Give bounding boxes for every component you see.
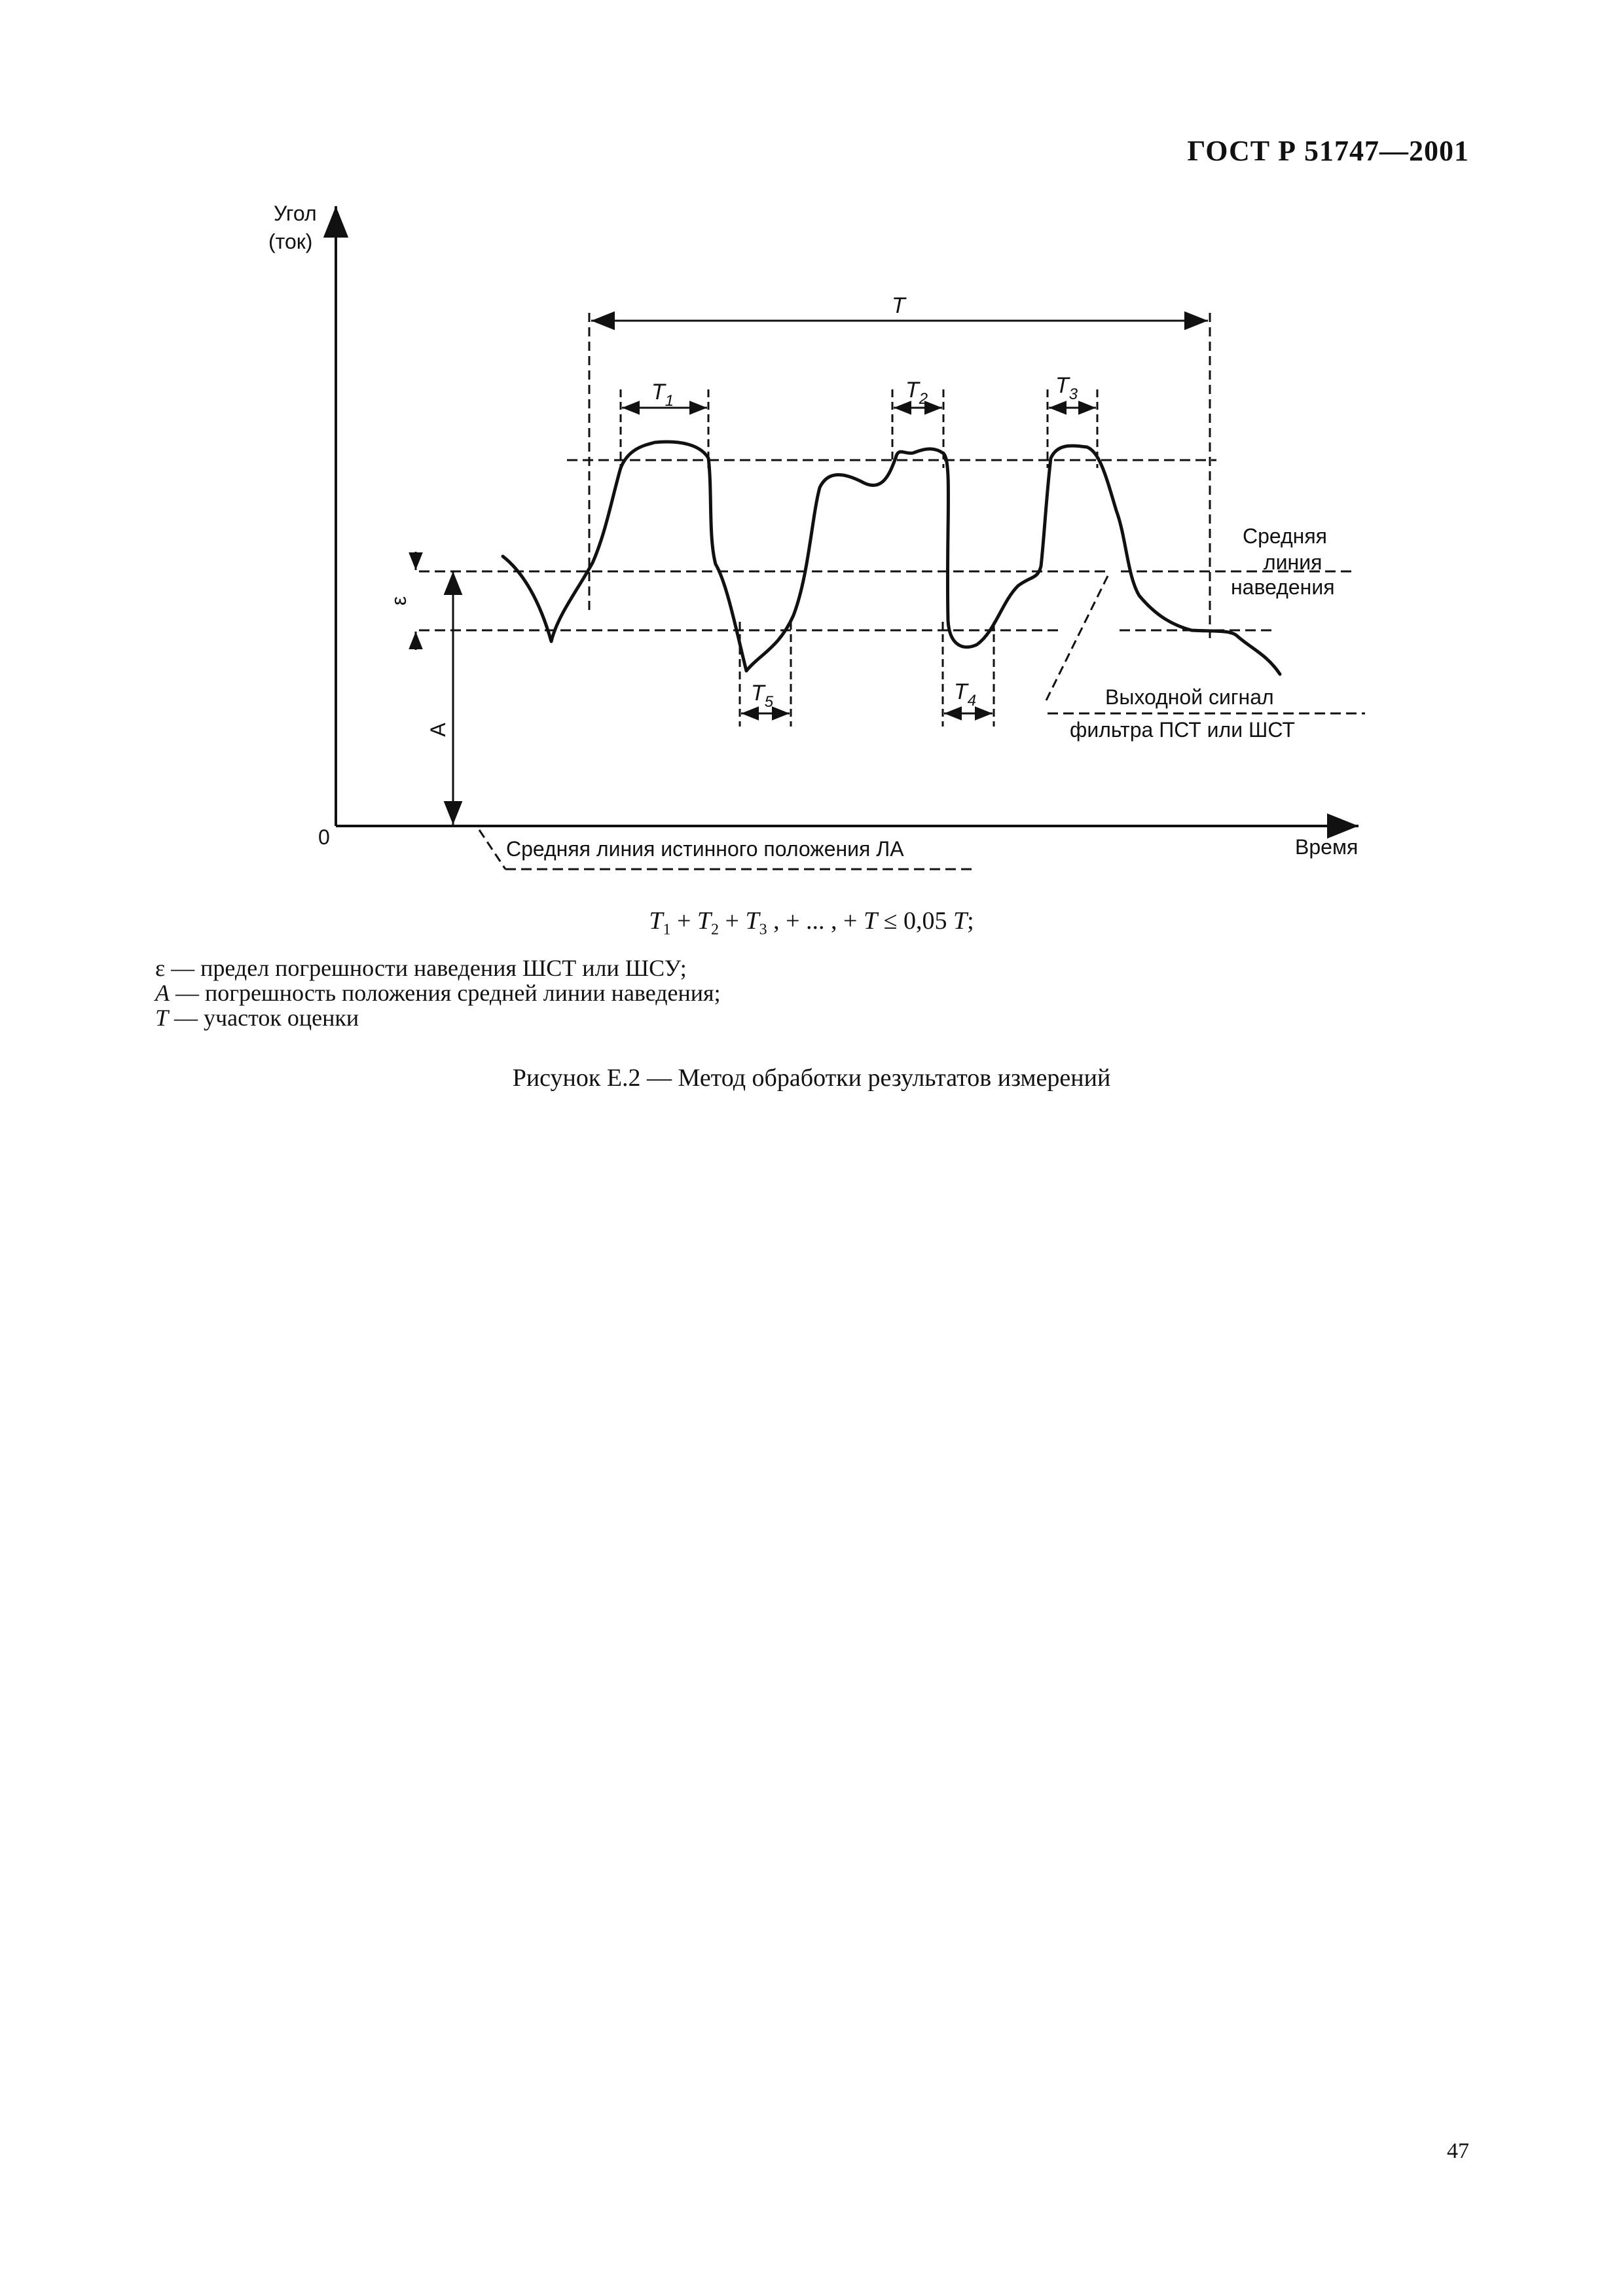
formula-plus-2: +: [725, 907, 739, 935]
condition-formula: [0, 906, 1623, 939]
origin-label: 0: [318, 825, 330, 849]
formula-s3: 3: [759, 921, 767, 939]
formula-plus-3: +: [843, 907, 858, 935]
legend-symbol: A: [155, 980, 170, 1006]
y-axis-label-line2: (ток): [268, 230, 313, 253]
t3-label: $T_3$: [1055, 373, 1078, 403]
filter-label-2: фильтра ПСТ или ШСТ: [1070, 718, 1295, 742]
true-position-leader: [479, 830, 505, 869]
mean-line-label-1: Средняя: [1243, 524, 1327, 548]
formula-end: ;: [967, 907, 974, 935]
legend-item-t: [155, 1005, 721, 1030]
filter-label-1: Выходной сигнал: [1105, 685, 1274, 709]
formula-t3: T: [745, 907, 759, 935]
t4-label: $T_4$: [954, 679, 977, 709]
t2-label: $T_2$: [905, 378, 928, 408]
page-number: 47: [1447, 2139, 1469, 2163]
filter-callout-leader: [1046, 576, 1108, 700]
epsilon-label: ε: [387, 596, 410, 606]
legend-symbol: ε: [155, 955, 166, 981]
formula-tail: ≤ 0,05: [883, 907, 947, 935]
figure-caption: Рисунок Е.2 — Метод обработки результатов измерений: [512, 1064, 1111, 1092]
formula-s2: 2: [711, 921, 720, 939]
filter-output-signal-curve: [503, 442, 1280, 674]
formula-ellipsis: , + ... ,: [773, 907, 837, 935]
symbol-legend: [155, 956, 721, 1030]
t1-label: $T_1$: [651, 380, 674, 410]
formula-plus-1: +: [676, 907, 691, 935]
a-label: A: [426, 723, 450, 737]
document-header: ГОСТ Р 51747—2001: [1187, 135, 1469, 167]
period-label: T: [892, 293, 905, 318]
formula-t-any: T: [863, 907, 878, 935]
formula-t-total: T: [953, 907, 968, 935]
mean-line-label-3: наведения: [1231, 575, 1335, 599]
legend-item-a: [155, 980, 721, 1005]
y-axis-label-line1: Угол: [274, 202, 317, 225]
t5-label: $T_5$: [751, 681, 774, 711]
formula-t2: T: [697, 907, 712, 935]
formula-t1: T: [649, 907, 663, 935]
legend-item-epsilon: [155, 956, 721, 980]
measurement-diagram: [0, 0, 1623, 890]
x-axis-label: Время: [1295, 835, 1359, 859]
true-position-label: Средняя линия истинного положения ЛА: [506, 837, 904, 861]
legend-text: — предел погрешности наведения ШСТ или ШСУ;: [165, 955, 687, 981]
legend-text: — участок оценки: [168, 1005, 359, 1031]
formula-s1: 1: [663, 921, 671, 939]
legend-text: — погрешность положения средней линии наведения;: [170, 980, 721, 1006]
legend-symbol: T: [155, 1005, 169, 1031]
mean-line-label-2: линия: [1264, 550, 1322, 574]
